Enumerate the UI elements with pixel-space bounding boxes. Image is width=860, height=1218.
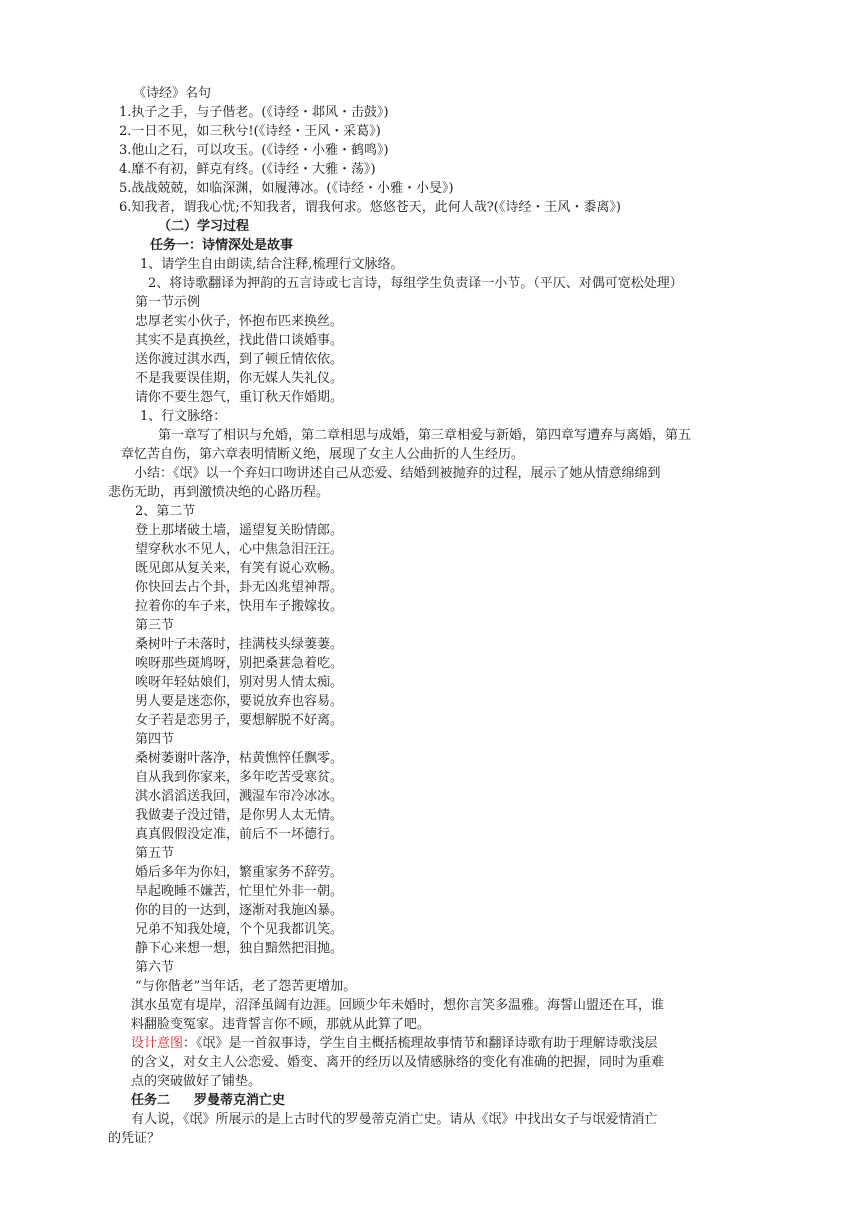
task2-heading [131,1091,285,1110]
task1-step1: 1、请学生自由朗读,结合注释,梳理行文脉络。 [140,257,404,272]
poem-line: 真真假假没定准，前后不一坏德行。 [135,827,344,842]
poem-line: 登上那堵破土墙，遥望复关盼情郎。 [135,523,344,538]
section-3-title: 第三节 [135,618,175,633]
poem-line: 其实不是真换丝，找此借口谈婚事。 [135,333,344,348]
poem-line: 早起晚睡不嫌苦，忙里忙外非一朝。 [135,884,344,899]
poem-line: 唉呀年轻姑娘们，别对男人情太痴。 [135,675,344,690]
task2-paragraph: 有人说，《氓》所展示的是上古时代的罗曼蒂克消亡史。请从《氓》中找出女子与氓爱情消亡 [131,1112,658,1127]
poem-line: 桑树萎谢叶落净，枯黄憔悴任飘零。 [135,751,344,766]
design-intent-line [131,1034,658,1053]
poem-line: 桑树叶子未落时，挂满枝头绿萋萋。 [135,637,344,652]
poem-line: 忠厚老实小伙子，怀抱布匹来换丝。 [135,314,344,329]
poem-line: 自从我到你家来，多年吃苦受寒贫。 [135,770,344,785]
quotes-title: 《诗经》名句 [133,86,212,101]
summary-paragraph: 小结：《氓》以一个弃妇口吻讲述自己从恋爱、结婚到被抛弃的过程，展示了她从情意绵绵到 [134,466,661,481]
section-6-paragraph: 料翻脸变冤家。违背誓言你不顾，那就从此算了吧。 [131,1017,431,1032]
poem-line: 男人要是迷恋你，要说放弃也容易。 [135,694,344,709]
poem-line: 望穿秋水不见人，心中焦急泪汪汪。 [135,542,344,557]
section-6-title: 第六节 [135,960,175,975]
quote-item: 2.一日不见，如三秋兮!(《诗经・王风・采葛》) [119,124,381,139]
poem-line: 拉着你的车子来，快用车子搬嫁妆。 [135,599,344,614]
task1-title: 任务一：诗情深处是故事 [150,238,294,253]
design-intent-text: 的含义，对女主人公恋爱、婚变、离开的经历以及情感脉络的变化有准确的把握，同时为重难 [131,1055,665,1070]
poem-line: 你的目的一达到，逐渐对我施凶暴。 [135,903,344,918]
quote-item: 3.他山之石，可以攻玉。(《诗经・小雅・鹤鸣》) [119,143,389,158]
poem-line: 淇水滔滔送我回，溅湿车帘冷冰冰。 [135,789,344,804]
poem-line: 不是我要误佳期，你无媒人失礼仪。 [135,371,344,386]
quote-item: 1.执子之手，与子偕老。(《诗经・邶风・击鼓》) [119,105,389,120]
design-intent-label: 设计意图 [131,1036,184,1051]
poem-line: 送你渡过淇水西，到了顿丘情依依。 [135,352,344,367]
task2-title: 罗曼蒂克消亡史 [194,1093,286,1108]
task1-step2: 2、将诗歌翻译为押韵的五言诗或七言诗，每组学生负责译一小节。（平仄、对偶可宽松处理） [148,276,683,291]
design-intent-text: ：《氓》是一首叙事诗，学生自主概括梳理故事情节和翻译诗歌有助于理解诗歌浅层 [183,1036,658,1051]
poem-line: 我做妻子没过错，是你男人太无情。 [135,808,344,823]
example-title: 第一节示例 [135,295,201,310]
quote-item: 5.战战兢兢，如临深渊，如履薄冰。(《诗经・小雅・小旻》) [119,181,454,196]
quote-item: 4.靡不有初，鲜克有终。(《诗经・大雅・荡》) [119,162,376,177]
context-paragraph: 章忆苦自伤，第六章表明情断义绝，展现了女主人公曲折的人生经历。 [121,447,525,462]
task2-label: 任务二 [131,1093,171,1108]
context-paragraph: 第一章写了相识与允婚，第二章相思与成婚，第三章相爱与新婚，第四章写遭弃与离婚，第五 [158,428,692,443]
poem-line: 请你不要生怨气，重订秋天作婚期。 [135,390,344,405]
poem-line: “与你偕老”当年话，老了怨苦更增加。 [135,979,357,994]
section-title: （二）学习过程 [158,219,250,234]
poem-line: 唉呀那些斑鸠呀，别把桑葚急着吃。 [135,656,344,671]
section-6-paragraph: 淇水虽宽有堤岸，沼泽虽阔有边涯。回顾少年未婚时，想你言笑多温雅。海誓山盟还在耳，谁 [131,998,665,1013]
poem-line: 婚后多年为你妇，繁重家务不辞劳。 [135,865,344,880]
task2-paragraph: 的凭证？ [108,1131,161,1146]
poem-line: 静下心来想一想，独自黯然把泪抛。 [135,941,344,956]
section-5-title: 第五节 [135,846,175,861]
quote-item: 6.知我者，谓我心忧;不知我者，谓我何求。悠悠苍天，此何人哉?(《诗经・王风・黍离》) [119,200,621,215]
poem-line: 既见郎从复关来，有笑有说心欢畅。 [135,561,344,576]
design-intent-text: 点的突破做好了铺垫。 [131,1074,262,1089]
poem-line: 你快回去占个卦，卦无凶兆望神帮。 [135,580,344,595]
summary-paragraph: 悲伤无助，再到激愤决绝的心路历程。 [108,485,330,500]
poem-line: 女子若是恋男子，要想解脱不好离。 [135,713,344,728]
context-title: 1、行文脉络： [140,409,227,424]
section-2-title: 2、第二节 [135,504,196,519]
poem-line: 兄弟不知我处境，个个见我都讥笑。 [135,922,344,937]
section-4-title: 第四节 [135,732,175,747]
